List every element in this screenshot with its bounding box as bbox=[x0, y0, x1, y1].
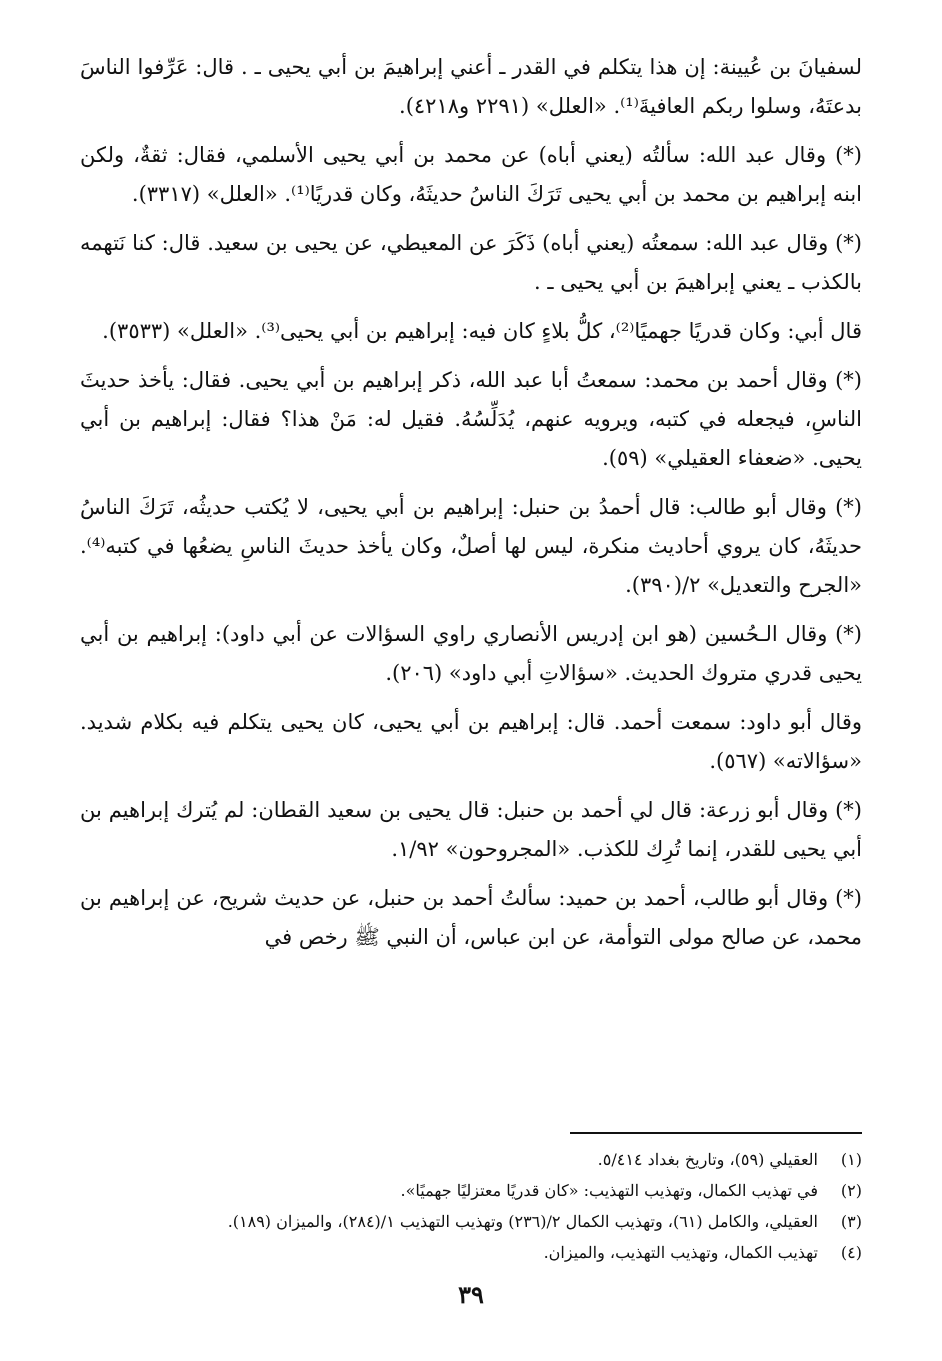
footnote-number: (١) bbox=[840, 1150, 862, 1169]
footnote-separator bbox=[570, 1132, 862, 1134]
paragraph: وقال أبو داود: سمعت أحمد. قال: إبراهيم بن أبي يحيى، كان يحيى يتكلم فيه بكلام شديد. «سؤالاته» (٥٦٧). bbox=[80, 710, 862, 773]
footnotes bbox=[80, 1144, 862, 1268]
paragraph: لسفيانَ بن عُيينة: إن هذا يتكلم في القدر ـ أعني إبراهيمَ بن أبي يحيى ـ . قال: عَرِّفوا الناسَ بدعتَهُ، وسلوا ربكم العافيةَ⁽¹⁾. «العلل» (٢٢٩١ و٤٢١٨). bbox=[80, 55, 862, 118]
footnote-number: (٢) bbox=[840, 1181, 862, 1200]
footnote-text: تهذيب الكمال، وتهذيب التهذيب، والميزان. bbox=[543, 1243, 818, 1262]
main-text bbox=[80, 48, 862, 967]
paragraph: قال أبي: وكان قدريًا جهميًا⁽²⁾، كلُّ بلاءٍ كان فيه: إبراهيم بن أبي يحيى⁽³⁾. «العلل» (٣٥٣٣). bbox=[102, 319, 862, 343]
footnote-text: العقيلي، والكامل (٦١)، وتهذيب الكمال ٢/(٢٣٦) وتهذيب التهذيب ١/(٢٨٤)، والميزان (١٨٩). bbox=[227, 1212, 818, 1231]
paragraph: (*) وقال عبد الله: سألتُه (يعني أباه) عن محمد بن أبي يحيى الأسلمي، فقال: ثقةٌ، ولكن ابنه إبراهيم بن محمد بن أبي يحيى تَرَكَ الناسُ حديثَهُ، وكان قدريًا⁽¹⁾. «العلل» (٣٣١٧). bbox=[80, 143, 862, 206]
paragraph: (*) وقال أبو زرعة: قال لي أحمد بن حنبل: قال يحيى بن سعيد القطان: لم يُترك إبراهيم بن أبي يحيى للقدر، إنما تُرِك للكذب. «المجروحون» ١/٩٢. bbox=[80, 798, 862, 861]
paragraph: (*) وقال الـحُسين (هو ابن إدريس الأنصاري راوي السؤالات عن أبي داود): إبراهيم بن أبي يحيى قدري متروك الحديث. «سؤالاتِ أبي داود» (٢٠٦). bbox=[80, 622, 862, 685]
paragraph: (*) وقال أبو طالب، أحمد بن حميد: سألتُ أحمد بن حنبل، عن حديث شريح، عن إبراهيم بن محمد، عن صالح مولى التوأمة، عن ابن عباس، أن النبي ﷺ رخص في bbox=[80, 886, 862, 949]
paragraph: (*) وقال أبو طالب: قال أحمدُ بن حنبل: إبراهيم بن أبي يحيى، لا يُكتب حديثُه، تَرَكَ الناسُ حديثَهُ، كان يروي أحاديث منكرة، ليس لها أصلٌ، وكان يأخذ حديثَ الناسِ يضعُها في كتبه⁽⁴⁾. «الجرح والتعديل» ٢/(٣٩٠). bbox=[80, 495, 862, 597]
footnote-number: (٤) bbox=[840, 1243, 862, 1262]
paragraph: (*) وقال أحمد بن محمد: سمعتُ أبا عبد الله، ذكر إبراهيم بن أبي يحيى. فقال: يأخذ حديثَ الناسِ، فيجعله في كتبه، ويرويه عنهم، يُدَلِّسُهُ. فقيل له: مَنْ هذا؟ فقال: إبراهيم بن أبي يحيى. «ضعفاء العقيلي» (٥٩). bbox=[80, 368, 862, 470]
footnote-text: العقيلي (٥٩)، وتاريخ بغداد ٥/٤١٤. bbox=[597, 1150, 818, 1169]
footnote-item bbox=[80, 1144, 862, 1175]
page-number: ٣٩ bbox=[458, 1280, 484, 1309]
footnote-item bbox=[80, 1206, 862, 1237]
footnote-number: (٣) bbox=[840, 1212, 862, 1231]
paragraph: (*) وقال عبد الله: سمعتُه (يعني أباه) ذَكَرَ عن المعيطي، عن يحيى بن سعيد. قال: كنا نَتهمه بالكذب ـ يعني إبراهيمَ بن أبي يحيى ـ . bbox=[80, 231, 862, 294]
footnote-item bbox=[80, 1175, 862, 1206]
footnote-text: في تهذيب الكمال، وتهذيب التهذيب: «كان قدريًا معتزليًا جهميًا». bbox=[400, 1181, 818, 1200]
footnote-item bbox=[80, 1237, 862, 1268]
book-page bbox=[80, 48, 862, 1328]
